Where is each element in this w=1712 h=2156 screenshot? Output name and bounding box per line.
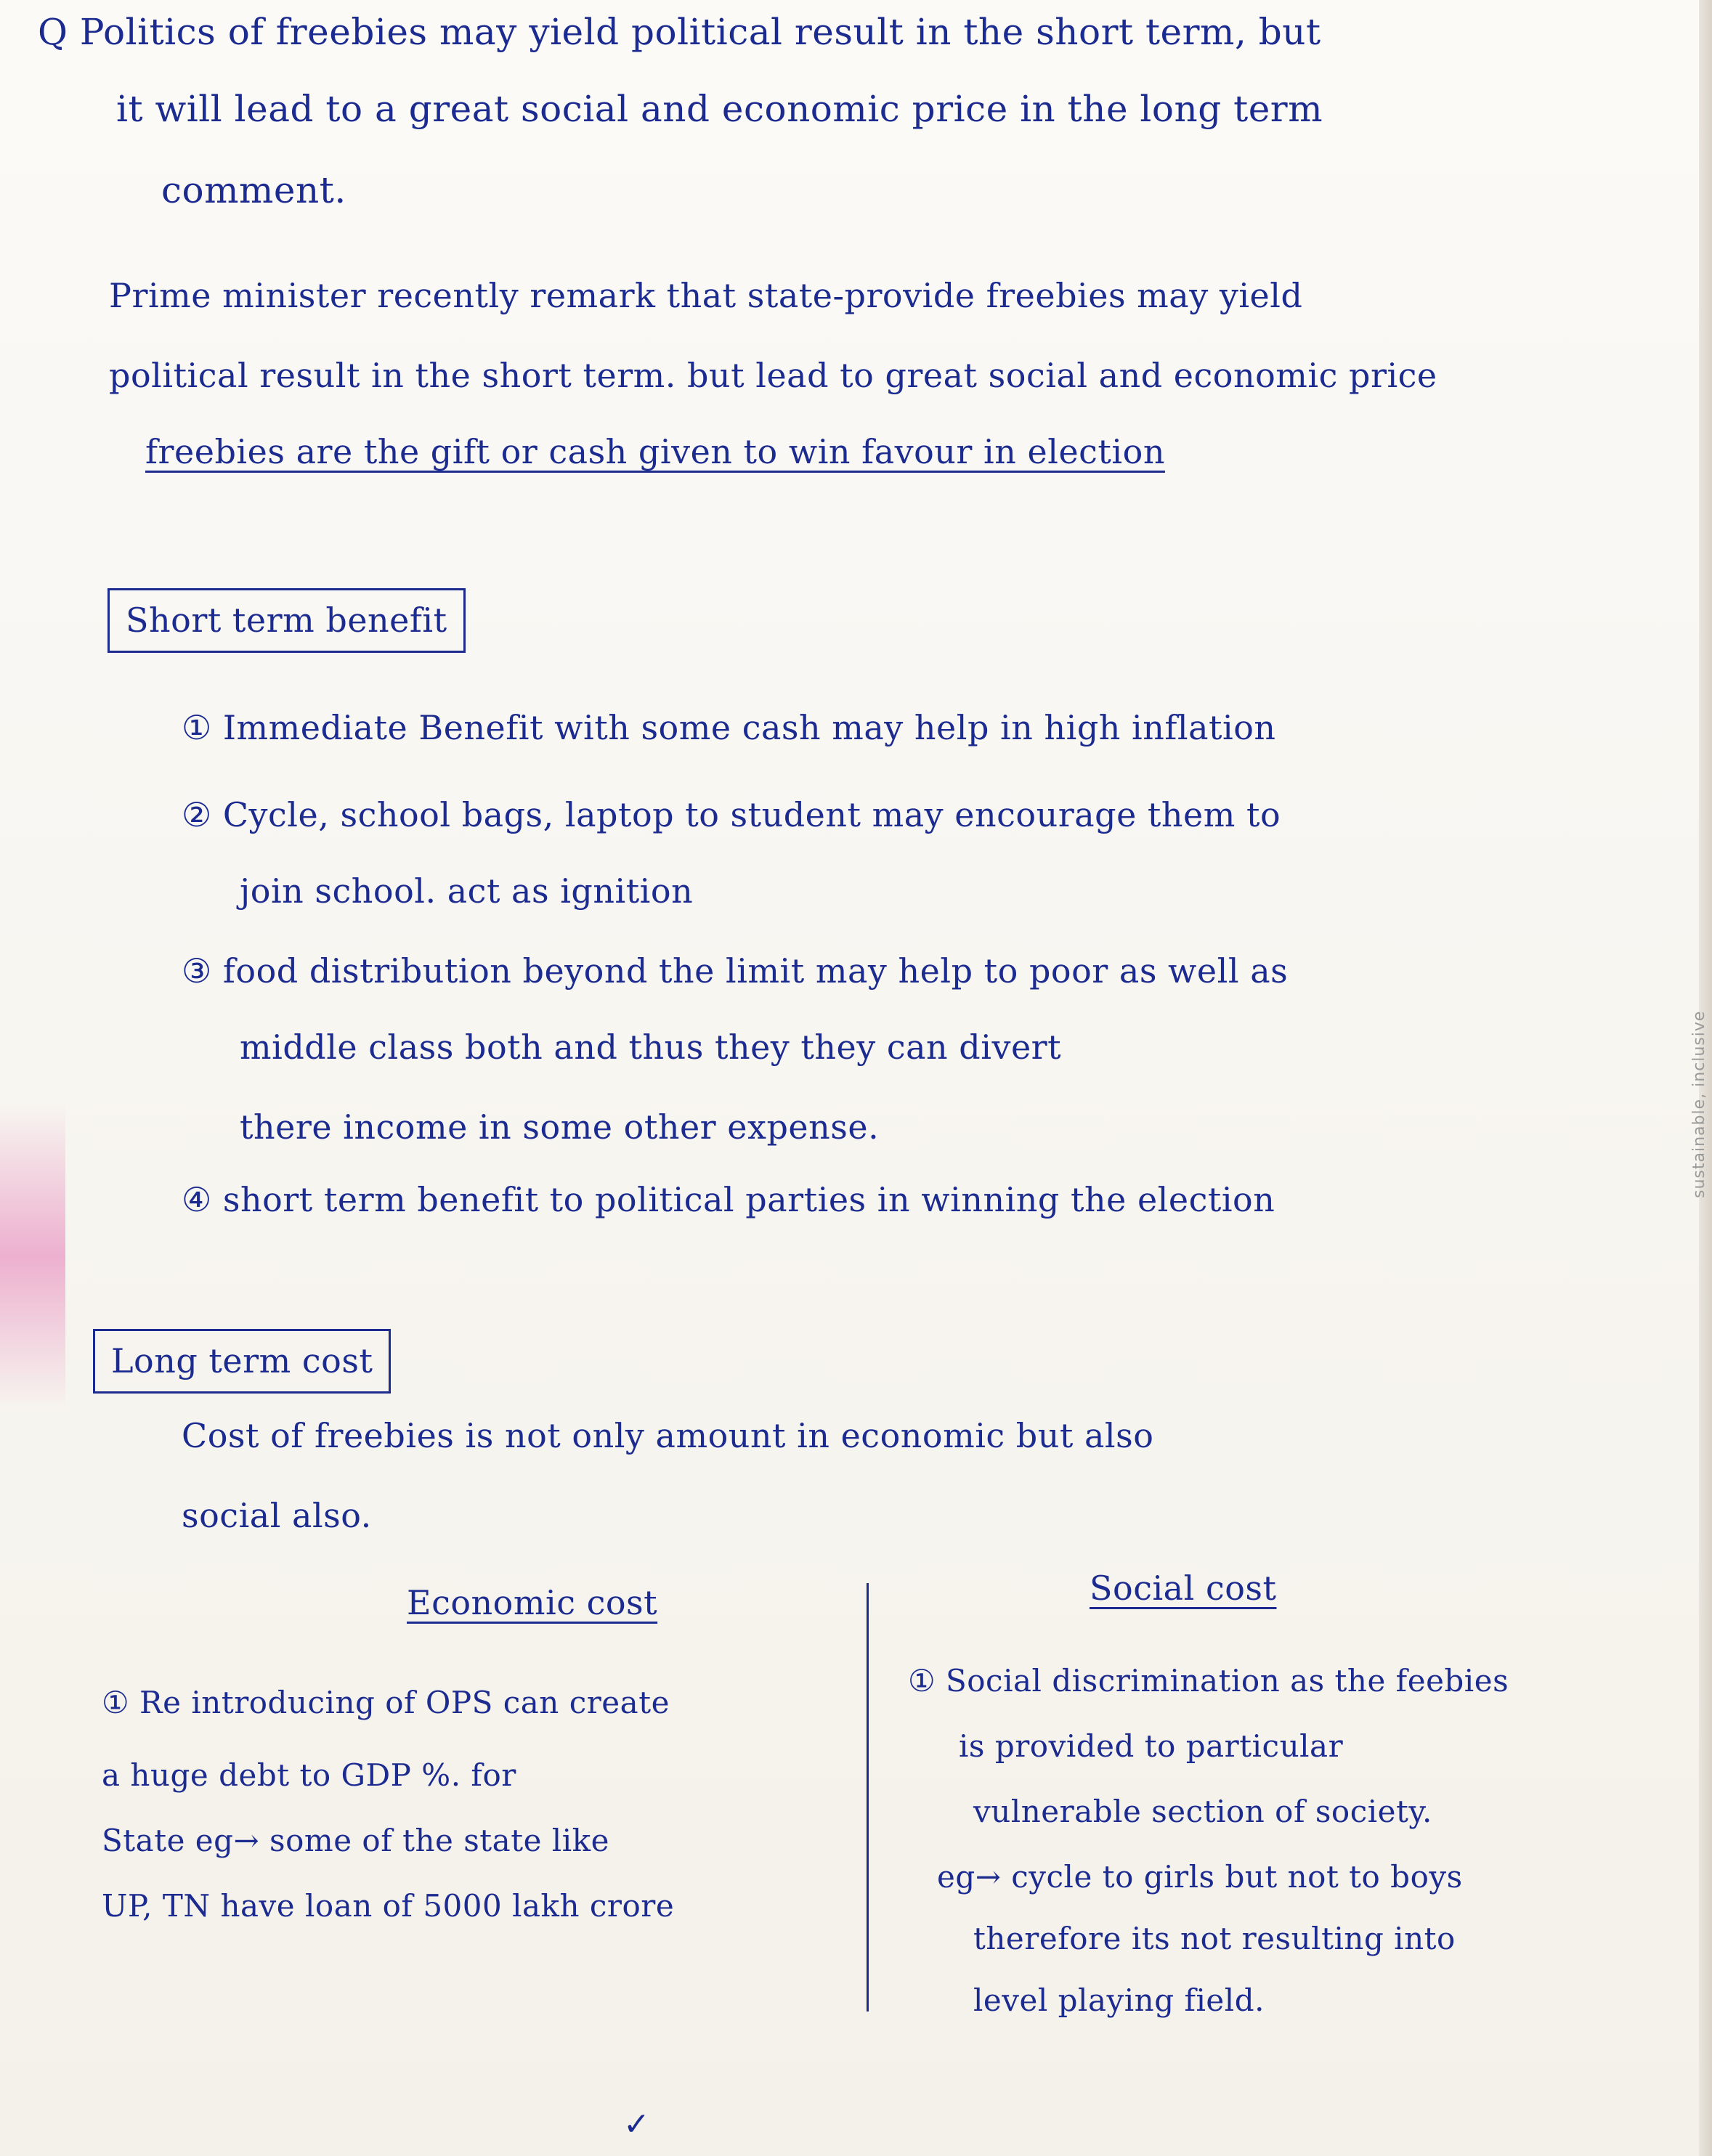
short-term-point-1: ① Immediate Benefit with some cash may help in high inflation [182, 708, 1276, 747]
social-cost-line-1: ① Social discrimination as the feebies [908, 1663, 1509, 1699]
economic-cost-line-4: UP, TN have loan of 5000 lakh crore [102, 1888, 675, 1924]
long-term-heading: Long term cost [93, 1329, 391, 1394]
social-cost-line-2: is provided to particular [959, 1728, 1344, 1764]
bleed-through-text: sustainable, inclusive [1690, 1010, 1708, 1198]
short-term-point-3: ③ food distribution beyond the limit may help to poor as well as [182, 951, 1289, 990]
intro-line-2: political result in the short term. but lead to great social and economic price [109, 356, 1437, 395]
long-term-line-2: social also. [182, 1496, 372, 1535]
short-term-point-2-cont: join school. act as ignition [240, 871, 694, 911]
column-divider [867, 1583, 869, 2011]
short-term-heading: Short term benefit [107, 588, 466, 653]
short-term-point-3-cont-2: there income in some other expense. [240, 1107, 880, 1147]
question-line-3: comment. [161, 169, 346, 211]
intro-line-1: Prime minister recently remark that state-provide freebies may yield [109, 276, 1303, 315]
social-cost-heading: Social cost [1090, 1569, 1277, 1608]
economic-cost-line-2: a huge debt to GDP %. for [102, 1757, 516, 1793]
social-cost-line-6: level playing field. [973, 1982, 1265, 2018]
social-cost-line-5: therefore its not resulting into [973, 1921, 1456, 1956]
social-cost-line-4: eg→ cycle to girls but not to boys [937, 1859, 1463, 1895]
pink-page-corner [0, 1104, 65, 1409]
question-line-2: it will lead to a great social and economic price in the long term [116, 88, 1323, 130]
question-line-1: Q Politics of freebies may yield political result in the short term, but [38, 11, 1321, 53]
social-cost-line-3: vulnerable section of society. [973, 1794, 1432, 1829]
short-term-point-4: ④ short term benefit to political parties in winning the election [182, 1180, 1275, 1219]
freebies-definition: freebies are the gift or cash given to win favour in election [145, 432, 1165, 471]
economic-cost-line-1: ① Re introducing of OPS can create [102, 1685, 670, 1720]
short-term-point-3-cont: middle class both and thus they they can divert [240, 1028, 1062, 1067]
long-term-line-1: Cost of freebies is not only amount in economic but also [182, 1416, 1154, 1455]
pen-mark-icon: ✓ [623, 2106, 650, 2143]
economic-cost-line-3: State eg→ some of the state like [102, 1823, 609, 1858]
economic-cost-heading: Economic cost [407, 1583, 658, 1622]
short-term-point-2: ② Cycle, school bags, laptop to student may encourage them to [182, 795, 1281, 834]
